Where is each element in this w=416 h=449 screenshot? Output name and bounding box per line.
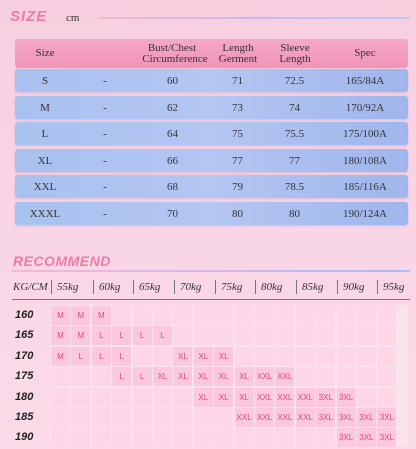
size-cell-length: 71 (232, 75, 243, 87)
grid-cell (214, 408, 233, 427)
grid-cell (296, 428, 315, 447)
recommended-size: 3XL (379, 413, 394, 422)
recommended-size: XXL (277, 413, 293, 422)
grid-cell (153, 408, 172, 427)
recommended-size: XL (218, 392, 229, 402)
grid-cell (235, 347, 254, 366)
grid-cell (112, 408, 131, 427)
size-cell-bust: 60 (167, 75, 178, 87)
size-cell-sleeve: 74 (289, 101, 300, 114)
header-length-line1: Length (222, 42, 254, 54)
grid-cell (92, 408, 111, 427)
recommended-size: M (57, 311, 64, 320)
weight-header: 60kg (99, 281, 121, 293)
recommended-size: XXL (256, 392, 273, 402)
grid-cell (214, 428, 233, 447)
grid-cell (296, 347, 315, 366)
grid-cell (357, 326, 376, 345)
grid-cell (173, 326, 192, 345)
recommended-size: XL (239, 392, 249, 402)
grid-cell (235, 326, 254, 345)
grid-cell (255, 347, 274, 366)
recommended-size: 3XL (359, 413, 374, 422)
size-table-row (15, 96, 408, 119)
weight-separator (377, 280, 378, 294)
weight-separator (133, 280, 134, 294)
header-size: Size (35, 47, 55, 59)
header-spec: Spec (354, 47, 376, 59)
grid-cell (255, 428, 274, 447)
grid-cell (337, 326, 356, 345)
weight-header: 55kg (57, 281, 79, 293)
grid-cell (194, 306, 213, 325)
grid-cell (275, 326, 294, 345)
recommended-size: XL (198, 372, 209, 382)
grid-cell (71, 367, 90, 386)
grid-cell (337, 306, 356, 325)
recommended-size: L (139, 331, 145, 341)
size-cell-spec: 175/100A (343, 128, 387, 140)
grid-cell (112, 306, 131, 325)
grid-cell (357, 347, 376, 366)
grid-cell (255, 306, 274, 325)
recommended-size: XL (218, 372, 229, 382)
grid-cell (296, 326, 315, 345)
grid-cell (153, 347, 172, 366)
recommended-size: L (78, 351, 84, 361)
height-label: 190 (15, 431, 34, 444)
recommended-size: XXL (297, 413, 313, 422)
grid-cell (316, 367, 335, 386)
size-cell-size: L (41, 128, 49, 140)
grid-cell (51, 367, 70, 386)
recommended-size: XXL (297, 392, 313, 402)
weight-header: 75kg (221, 281, 243, 293)
size-cell-size: XXXL (29, 207, 61, 220)
size-cell-dash: - (103, 75, 107, 87)
recommended-size: L (119, 351, 124, 361)
size-section-title: SIZE (10, 8, 48, 25)
size-cell-spec: 165/84A (345, 75, 385, 87)
recommended-size: XXL (277, 372, 293, 382)
grid-cell (275, 347, 294, 366)
grid-cell (337, 347, 356, 366)
size-table-row (15, 202, 408, 225)
size-cell-size: XXL (33, 181, 57, 193)
grid-cell (377, 306, 396, 325)
weight-header: 85kg (302, 281, 324, 293)
grid-cell (133, 306, 152, 325)
grid-cell (173, 428, 192, 447)
grid-cell (173, 408, 192, 427)
size-cell-length: 80 (232, 207, 243, 220)
size-cell-size: XL (37, 154, 53, 167)
size-cell-length: 75 (232, 128, 243, 140)
size-cell-spec: 170/92A (345, 101, 385, 114)
height-label: 185 (15, 411, 34, 423)
recommended-size: 3XL (338, 433, 354, 443)
size-cell-dash: - (103, 128, 107, 140)
grid-cell (71, 388, 90, 407)
recommended-size: XL (198, 351, 209, 361)
recommended-size: 3XL (338, 413, 354, 422)
size-cell-bust: 62 (167, 101, 178, 114)
grid-cell (92, 428, 111, 447)
size-cell-length: 79 (232, 181, 243, 193)
grid-cell (133, 347, 152, 366)
kg-cm-corner-label: KG/CM (13, 281, 48, 293)
height-label: 180 (15, 390, 34, 403)
size-cell-sleeve: 75.5 (284, 128, 305, 140)
recommended-size: XL (239, 372, 249, 382)
height-label: 160 (15, 309, 34, 321)
size-cell-size: M (40, 101, 50, 114)
height-label: 165 (15, 329, 34, 342)
recommended-size: L (119, 331, 124, 341)
size-cell-spec: 190/124A (343, 207, 387, 220)
recommended-size: L (99, 331, 104, 341)
grid-cell (255, 326, 274, 345)
grid-cell (357, 306, 376, 325)
recommended-size: M (77, 331, 85, 341)
grid-cell (296, 367, 315, 386)
weight-separator (296, 280, 297, 294)
height-label: 170 (15, 349, 34, 362)
size-table-row (15, 122, 408, 145)
grid-cell (194, 428, 213, 447)
weight-header: 65kg (139, 281, 161, 293)
size-cell-bust: 64 (167, 128, 178, 140)
grid-cell (153, 306, 172, 325)
header-bust-line2: Circumference (142, 53, 208, 65)
recommended-size: M (57, 351, 64, 361)
recommended-size: 3XL (359, 433, 374, 443)
size-cell-dash: - (103, 181, 107, 193)
grid-cell (112, 428, 131, 447)
grid-cell (357, 367, 376, 386)
grid-cell (377, 326, 396, 345)
recommended-size: XL (177, 372, 188, 382)
recommended-size: XXL (277, 392, 293, 402)
grid-cell (51, 428, 70, 447)
recommended-size: L (119, 372, 124, 382)
recommended-size: XL (198, 392, 209, 402)
recommended-size: XXL (236, 413, 252, 422)
size-table-row (15, 175, 408, 198)
size-cell-length: 73 (232, 101, 243, 114)
recommended-size: 3XL (379, 433, 394, 443)
recommend-section-title: RECOMMEND (13, 253, 111, 269)
size-cell-bust: 66 (167, 154, 178, 167)
grid-cell (194, 408, 213, 427)
grid-cell (51, 408, 70, 427)
header-length-line2: Germent (218, 53, 258, 65)
grid-cell (275, 428, 294, 447)
recommended-size: 3XL (318, 413, 333, 422)
recommended-size: M (77, 311, 85, 320)
recommended-size: M (57, 331, 64, 341)
size-cell-dash: - (103, 101, 107, 114)
size-cell-spec: 180/108A (343, 154, 387, 167)
size-cell-size: S (41, 75, 49, 87)
grid-cell (112, 388, 131, 407)
grid-cell (133, 428, 152, 447)
grid-cell (235, 428, 254, 447)
grid-cell (214, 326, 233, 345)
grid-cell (377, 347, 396, 366)
size-cell-dash: - (103, 154, 107, 167)
grid-cell (173, 388, 192, 407)
grid-cell (337, 367, 356, 386)
size-title-divider (98, 17, 410, 19)
size-cell-sleeve: 77 (289, 154, 300, 167)
height-label: 175 (15, 370, 34, 383)
grid-cell (153, 428, 172, 447)
grid-cell (71, 408, 90, 427)
header-bust-line1: Bust/Chest (147, 42, 197, 54)
weight-header: 90kg (343, 281, 365, 293)
grid-cell (235, 306, 254, 325)
size-table-row (15, 69, 408, 92)
size-cell-sleeve: 72.5 (284, 75, 305, 87)
size-cell-sleeve: 78.5 (284, 181, 305, 193)
header-sleeve-line2: Length (279, 53, 311, 65)
grid-cell (214, 306, 233, 325)
grid-cell (133, 408, 152, 427)
weight-separator (337, 280, 338, 294)
recommend-title-divider (12, 270, 410, 272)
grid-cell (51, 388, 70, 407)
recommended-size: 3XL (318, 392, 333, 402)
weight-separator (215, 280, 216, 294)
weight-separator (174, 280, 175, 294)
recommended-size: L (139, 372, 145, 382)
weight-separator (255, 280, 256, 294)
grid-cell (316, 428, 335, 447)
grid-cell (377, 388, 396, 407)
size-cell-sleeve: 80 (289, 207, 300, 220)
grid-cell (153, 388, 172, 407)
recommended-size: XXL (256, 413, 273, 422)
grid-cell (173, 306, 192, 325)
grid-cell (316, 306, 335, 325)
weight-header: 95kg (383, 281, 405, 293)
size-cell-length: 77 (232, 154, 243, 167)
grid-cell (296, 306, 315, 325)
grid-cell (194, 326, 213, 345)
grid-cell (92, 367, 111, 386)
recommended-size: XL (218, 351, 229, 361)
size-table-header (15, 39, 408, 68)
grid-cell (71, 428, 90, 447)
size-cell-bust: 68 (167, 181, 178, 193)
recommended-size: L (160, 331, 165, 341)
recommended-size: 3XL (338, 392, 354, 402)
grid-cell (357, 388, 376, 407)
grid-cell (316, 347, 335, 366)
size-cell-dash: - (103, 207, 107, 220)
recommended-size: M (97, 311, 105, 320)
grid-cell (275, 306, 294, 325)
grid-cell (133, 388, 152, 407)
recommended-size: XXL (256, 372, 273, 382)
weight-separator (51, 280, 52, 294)
size-cell-spec: 185/116A (343, 181, 387, 193)
size-table-row (15, 149, 408, 172)
size-unit-label: cm (66, 12, 80, 24)
weight-separator (93, 280, 94, 294)
recommended-size: L (99, 351, 104, 361)
recommend-header-underline (12, 299, 410, 300)
weight-header: 80kg (261, 281, 283, 293)
grid-cell (92, 388, 111, 407)
recommended-size: XL (157, 372, 168, 382)
header-sleeve-line1: Sleeve (280, 42, 310, 54)
weight-header: 70kg (180, 281, 202, 293)
grid-cell (377, 367, 396, 386)
recommended-size: XL (177, 351, 188, 361)
grid-cell (316, 326, 335, 345)
size-cell-bust: 70 (167, 207, 178, 220)
